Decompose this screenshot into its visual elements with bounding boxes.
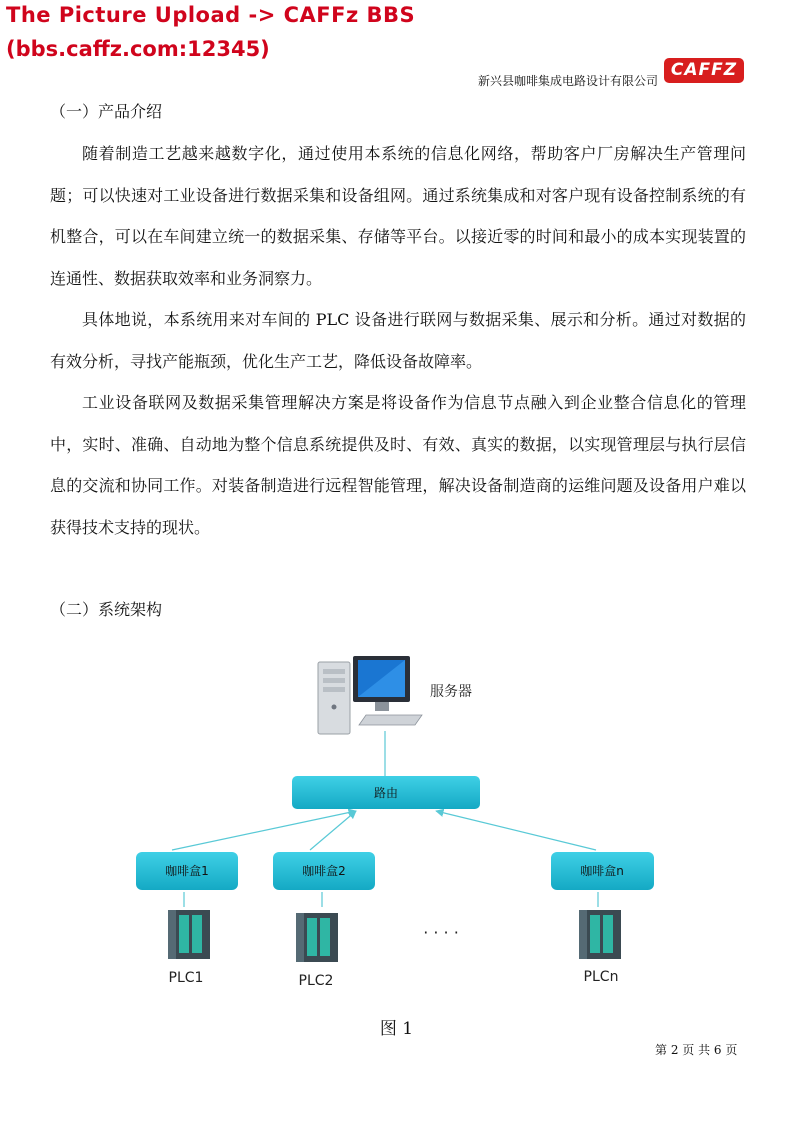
- coffee-box-label: 咖啡盒1: [165, 864, 209, 878]
- company-name: 新兴县咖啡集成电路设计有限公司: [478, 74, 659, 88]
- plc-device-icon: [296, 913, 338, 962]
- plc-device-icon: [168, 910, 210, 959]
- plc-label: PLC2: [298, 973, 334, 989]
- intro-paragraph-1: 随着制造工艺越来越数字化，通过使用本系统的信息化网络，帮助客户厂房解决生产管理问题；可以快速对工业设备进行数据采集和设备组网。通过系统集成和对客户现有设备控制系统的有机整合，可以在车间建立统一的数据采集、存储等平台。以接近零的时间和最小的成本实现装置的连通性、数据获取效率和业务洞察力。: [50, 144, 746, 288]
- server-icon: [318, 656, 422, 734]
- server-label: 服务器: [430, 684, 472, 700]
- architecture-diagram: [130, 645, 670, 995]
- page-number: 第 2 页 共 6 页: [655, 1043, 738, 1057]
- coffee-box-label: 咖啡盒n: [580, 864, 624, 878]
- company-logo: CAFFZ: [664, 58, 744, 83]
- section2-heading: （二）系统架构: [50, 600, 163, 619]
- plc-label: PLCn: [583, 969, 619, 985]
- ellipsis: · · · ·: [423, 923, 459, 942]
- coffee-box-label: 咖啡盒2: [302, 864, 346, 878]
- coffee-box-1: [136, 852, 238, 890]
- watermark-line1: The Picture Upload -> CAFFz BBS: [6, 3, 416, 27]
- plc-device-icon: [579, 910, 621, 959]
- intro-paragraph-3: 工业设备联网及数据采集管理解决方案是将设备作为信息节点融入到企业整合信息化的管理中，实时、准确、自动地为整个信息系统提供及时、有效、真实的数据，以实现管理层与执行层信息的交流和协同工作。对装备制造进行远程智能管理，解决设备制造商的运维问题及设备用户难以获得技术支持的现状。: [50, 393, 746, 537]
- intro-paragraph-2: 具体地说，本系统用来对车间的 PLC 设备进行联网与数据采集、展示和分析。通过对数据的有效分析，寻找产能瓶颈，优化生产工艺，降低设备故障率。: [50, 310, 746, 371]
- coffee-box-2: [273, 852, 375, 890]
- watermark-line2: (bbs.caffz.com:12345): [6, 37, 270, 61]
- router-label: 路由: [373, 786, 399, 800]
- figure-caption: 图 1: [379, 1019, 414, 1039]
- plc-label: PLC1: [168, 970, 204, 986]
- router-node: [292, 776, 480, 809]
- coffee-box-n: [551, 852, 654, 890]
- section1-heading: （一）产品介绍: [50, 102, 163, 121]
